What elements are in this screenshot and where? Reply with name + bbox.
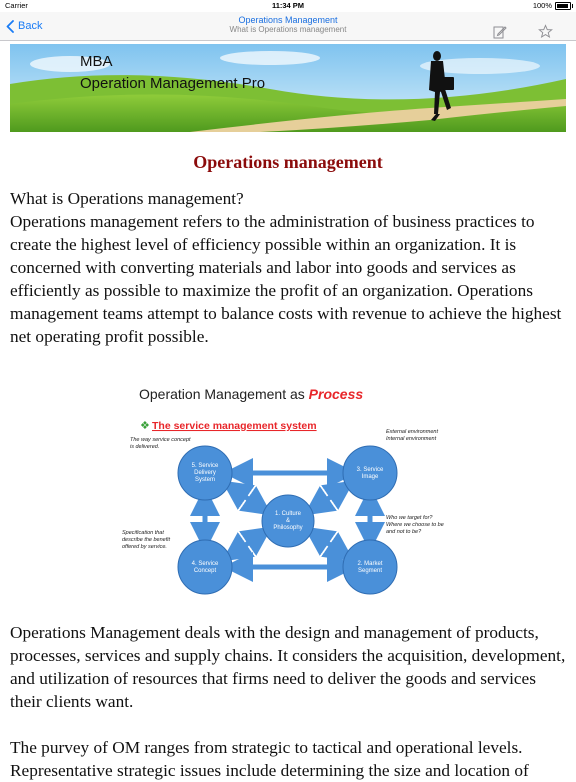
svg-text:&: & [285,518,291,524]
diamond-bullet-icon: ❖ [140,420,150,432]
banner-image [10,44,566,132]
page-title: Operations Management [238,15,338,25]
svg-text:3. Service: 3. Service [356,467,384,473]
status-bar [0,0,576,12]
svg-text:Segment: Segment [357,568,383,574]
clock: 11:34 PM [271,1,305,10]
node-service-delivery-system [178,446,232,500]
note-mid-right [386,515,444,535]
svg-text:offered by service.: offered by service. [122,544,167,550]
edit-note-icon[interactable] [493,25,507,39]
svg-text:and not to be?: and not to be? [386,529,422,535]
node-market-segment [343,540,397,594]
article-heading: Operations management [193,152,383,172]
process-diagram [110,377,460,605]
node-service-image [343,446,397,500]
svg-text:Delivery: Delivery [194,470,216,476]
svg-text:Philosophy: Philosophy [273,525,303,531]
svg-text:2. Market: 2. Market [357,561,383,567]
note-mid-left [122,530,170,550]
star-icon[interactable] [538,24,553,39]
note-top-left [130,437,191,450]
svg-text:Where we choose to be: Where we choose to be [386,522,444,528]
svg-text:Internal environment: Internal environment [386,436,437,442]
note-top-right [386,429,438,442]
intro-question: What is Operations management? [10,189,244,208]
navigation-bar [0,12,576,41]
paragraph-om-scope: Operations Management deals with the design and management of products, processes, services and supply chains. It considers the acquisition, development, and utilization of resources that firms need to deliver the goods and services their clients want. [10,623,566,711]
banner-text-app-name: Operation Management Pro [80,75,266,92]
svg-text:5. Service: 5. Service [191,463,219,469]
battery-icon [555,2,571,10]
svg-text:describe the benefit: describe the benefit [122,537,171,543]
node-culture-philosophy [262,495,314,547]
intro-paragraph [10,187,568,348]
svg-text:Specification that: Specification that [122,530,164,536]
battery-percent: 100% [532,1,552,10]
page-subtitle: What is Operations management [229,25,347,34]
intro-body: Operations management refers to the administration of business practices to create the highest level of efficiency possible within an organization. It is concerned with converting materials and labor into goods and services as efficiently as possible to maximize the profit of an organization. Operations management teams attempt to balance costs with revenue to achieve the highest net operating profit possible. [10,212,562,346]
svg-text:is delivered.: is delivered. [130,444,160,450]
svg-text:The way service concept: The way service concept [130,437,191,443]
carrier-label: Carrier [5,1,28,10]
svg-text:1. Culture: 1. Culture [274,511,302,517]
paragraph-om-levels: The purvey of OM ranges from strategic to tactical and operational levels. Representative strategic issues include determining the size and location of [10,738,529,780]
svg-text:Who we target for?: Who we target for? [386,515,433,521]
svg-text:Concept: Concept [193,568,217,574]
svg-text:4. Service: 4. Service [191,561,219,567]
banner-text-mba: MBA [80,53,113,70]
diagram-title: Operation Management as Process [139,386,364,402]
back-label: Back [18,20,43,32]
node-service-concept [178,540,232,594]
svg-text:Image: Image [361,474,379,480]
svg-text:External environment: External environment [386,429,438,435]
diagram-subtitle: The service management system [152,420,317,432]
svg-text:System: System [194,477,216,483]
